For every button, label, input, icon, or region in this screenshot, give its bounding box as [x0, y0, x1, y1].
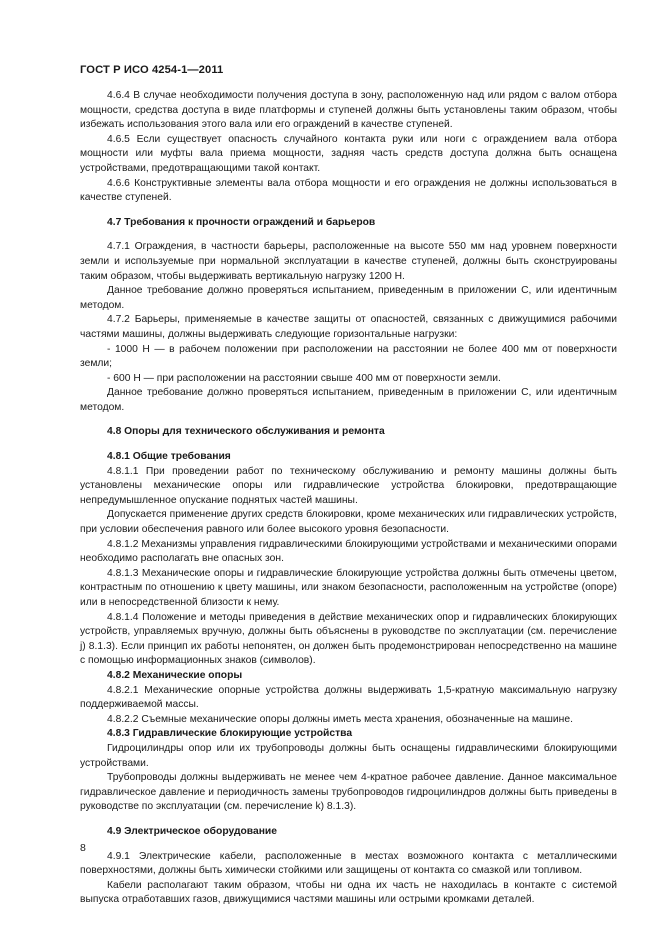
paragraph-4-6-5: 4.6.5 Если существует опасность случайного контакта руки или ноги с ограждением вала отбора мощности или муфты вала приема мощности, задняя часть средств доступа должна быть оснащена устройствами, предотвращающими такой контакт.	[80, 133, 617, 174]
paragraph-4-8-1-2: 4.8.1.2 Механизмы управления гидравлическими блокирующими устройствами и механическими опорами необходимо располагать вне опасных зон.	[80, 538, 617, 565]
paragraph-4-7-2: 4.7.2 Барьеры, применяемые в качестве защиты от опасностей, связанных с движущимися рабочими частями машины, должны выдерживать следующие горизонтальные нагрузки:	[80, 314, 617, 340]
document-header: ГОСТ Р ИСО 4254-1—2011	[80, 64, 224, 76]
paragraph-4-7-1-check: Данное требование должно проверяться испытанием, приведенным в приложении С, или идентичным методом.	[80, 285, 617, 311]
paragraph-4-8-3-cylinders: Гидроцилиндры опор или их трубопроводы должны быть оснащены гидравлическими блокирующими устройствами.	[80, 742, 617, 769]
subheading-4-8-3: 4.8.3 Гидравлические блокирующие устройства	[107, 728, 353, 740]
paragraph-4-8-1-4: 4.8.1.4 Положение и методы приведения в действие механических опор и гидравлических блокирующих устройств, управляемых вручную, должны быть объяснены в руководстве по эксплуатации (см. перечисление j) 8.1.3). Если принцип их работы непонятен, он должен быть продемонстрирован непосредственно на машине с помощью информационных знаков (символов).	[80, 611, 617, 667]
paragraph-4-8-1-1-alt: Допускается применение других средств блокировки, кроме механических или гидравлических устройств, при условии обеспечения равного или более высокого уровня безопасности.	[80, 509, 617, 536]
document-body	[80, 89, 617, 908]
paragraph-4-9-1-cables: Кабели располагают таким образом, чтобы ни одна их часть не находилась в контакте с системой выпуска отработавших газов, движущимися частями машины или острыми кромками деталей.	[80, 879, 617, 906]
paragraph-4-8-1-1: 4.8.1.1 При проведении работ по техническому обслуживанию и ремонту машины должны быть установлены механические опоры или гидравлические устройства блокировки, предотвращающие непредумышленное опускание поднятых частей машины.	[80, 465, 617, 506]
page-number: 8	[80, 842, 86, 854]
paragraph-4-8-2-2: 4.8.2.2 Съемные механические опоры должны иметь места хранения, обозначенные на машине.	[107, 713, 573, 725]
paragraph-4-8-1-3: 4.8.1.3 Механические опоры и гидравлические блокирующие устройства должны быть отмечены цветом, контрастным по отношению к цвету машины, или знаком безопасности, расположенным на устройстве (опоре) или в непосредственной близости к нему.	[80, 567, 617, 608]
paragraph-4-9-1: 4.9.1 Электрические кабели, расположенные в местах возможного контакта с металлическими поверхностями, должны быть химически стойкими или защищены от контакта со смазкой или топливом.	[80, 850, 617, 877]
paragraph-4-7-1: 4.7.1 Ограждения, в частности барьеры, расположенные на высоте 550 мм над уровнем поверхности земли и используемые при нормальной эксплуатации в качестве ступеней, должны быть сконструированы таким образом, чтобы выдерживать вертикальную нагрузку 1200 Н.	[80, 241, 617, 282]
list-item-1000n: - 1000 Н — в рабочем положении при расположении на расстоянии не более 400 мм от поверхности земли;	[80, 343, 617, 370]
paragraph-4-6-6: 4.6.6 Конструктивные элементы вала отбора мощности и его ограждения не должны использоваться в качестве ступеней.	[80, 177, 617, 204]
paragraph-4-8-2-1: 4.8.2.1 Механические опорные устройства должны выдерживать 1,5-кратную максимальную нагрузку поддерживаемой массы.	[80, 684, 617, 711]
paragraph-4-6-4: 4.6.4 В случае необходимости получения доступа в зону, расположенную над или рядом с валом отбора мощности, средства доступа в виде платформы и ступеней должны быть установлены таким образом, чтобы избежать использования этого вала или его ограждений в качестве ступеней.	[80, 90, 617, 131]
heading-4-7: 4.7 Требования к прочности ограждений и барьеров	[107, 216, 376, 228]
subheading-4-8-1: 4.8.1 Общие требования	[107, 451, 231, 463]
subheading-4-8-2: 4.8.2 Механические опоры	[107, 669, 243, 681]
paragraph-4-8-3-pipes: Трубопроводы должны выдерживать не менее чем 4-кратное рабочее давление. Данное максимальное гидравлическое давление и периодичность замены трубопроводов гидроцилиндров должны быть приведены в руководстве по эксплуатации (см. перечисление k) 8.1.3).	[80, 772, 617, 813]
heading-4-8: 4.8 Опоры для технического обслуживания и ремонта	[107, 426, 385, 438]
paragraph-4-7-2-check: Данное требование должно проверяться испытанием, приведенным в приложении С, или идентичным методом.	[80, 387, 617, 413]
list-item-600n: - 600 Н — при расположении на расстоянии свыше 400 мм от поверхности земли.	[107, 372, 501, 384]
heading-4-9: 4.9 Электрическое оборудование	[107, 825, 277, 837]
